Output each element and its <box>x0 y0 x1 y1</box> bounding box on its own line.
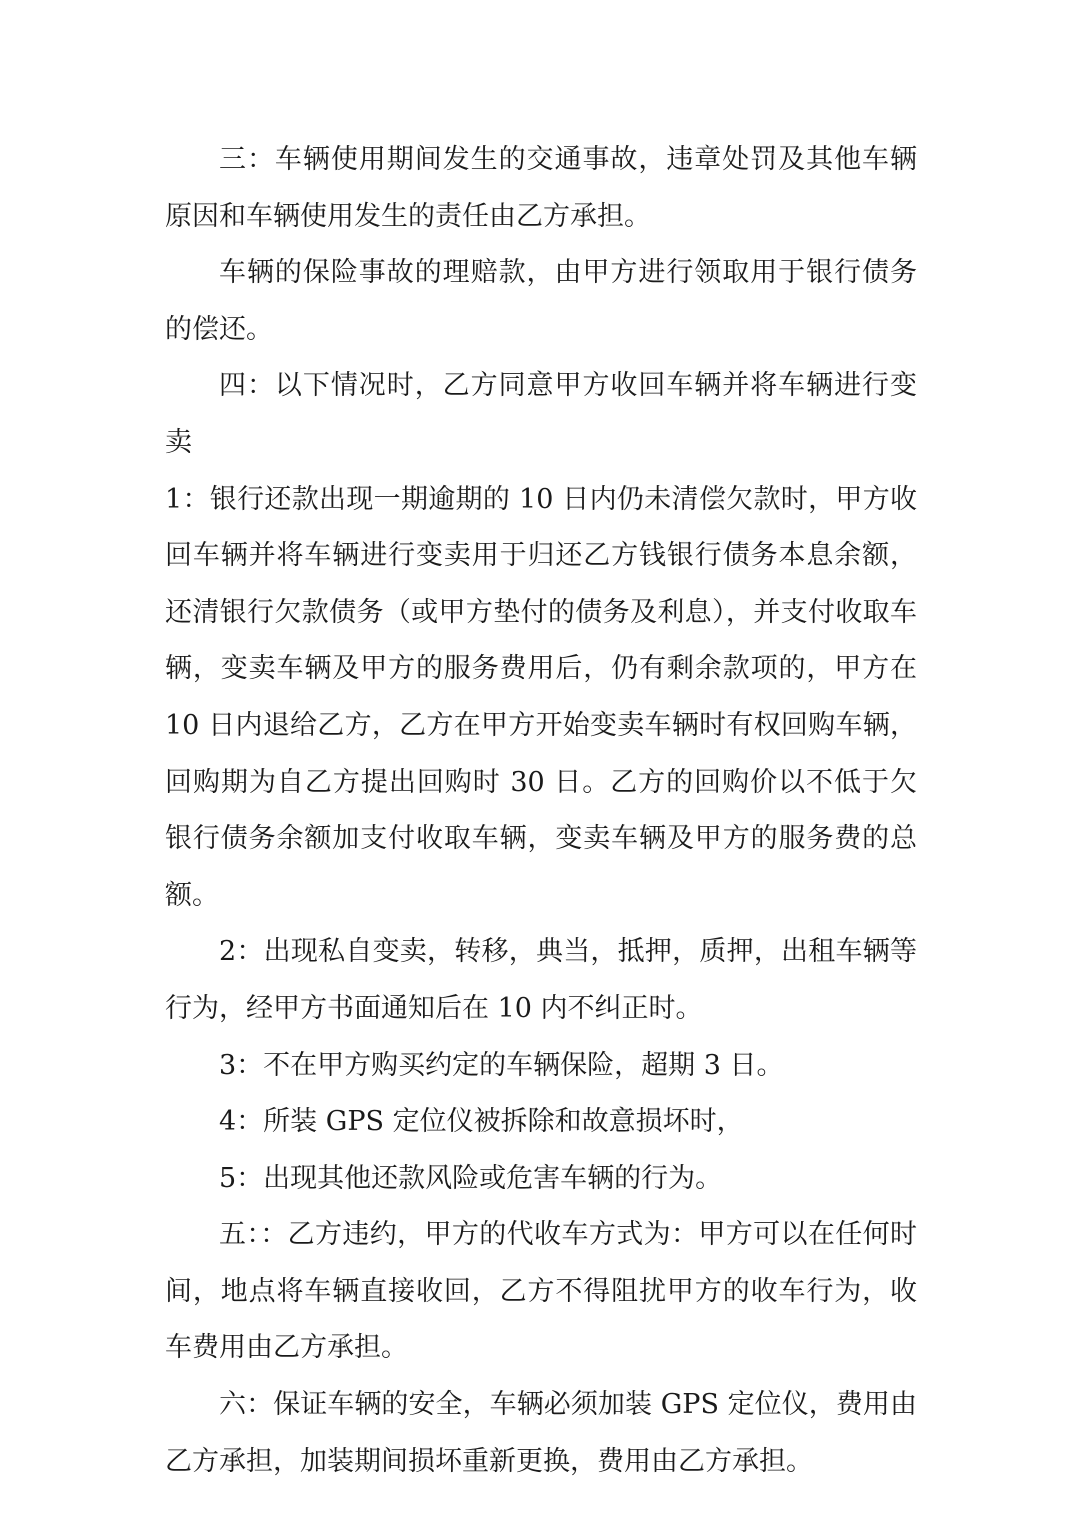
paragraph-clause-4: 四：以下情况时，乙方同意甲方收回车辆并将车辆进行变卖 <box>165 370 917 458</box>
paragraph-clause-6: 六：保证车辆的安全，车辆必须加装 GPS 定位仪，费用由乙方承担，加装期间损坏重新更换，费用由乙方承担。 <box>165 1389 917 1477</box>
paragraph-clause-3: 三：车辆使用期间发生的交通事故，违章处罚及其他车辆原因和车辆使用发生的责任由乙方承担。 <box>165 144 917 232</box>
paragraph-clause-5: 五：：乙方违约，甲方的代收车方式为：甲方可以在任何时间，地点将车辆直接收回，乙方不得阻扰甲方的收车行为，收车费用由乙方承担。 <box>165 1219 917 1364</box>
paragraph-insurance-claim: 车辆的保险事故的理赔款，由甲方进行领取用于银行债务的偿还。 <box>165 257 917 345</box>
document-body <box>165 132 917 1490</box>
paragraph-clause-4-item-3: 3：不在甲方购买约定的车辆保险，超期 3 日。 <box>219 1049 784 1081</box>
paragraph-clause-4-item-2: 2：出现私自变卖，转移，典当，抵押，质押，出租车辆等行为，经甲方书面通知后在 10 内不纠正时。 <box>165 936 917 1024</box>
paragraph-clause-4-item-4: 4：所装 GPS 定位仪被拆除和故意损坏时， <box>219 1106 744 1138</box>
paragraph-clause-4-item-5: 5：出现其他还款风险或危害车辆的行为。 <box>219 1162 723 1194</box>
paragraph-clause-4-item-1: 1：银行还款出现一期逾期的 10 日内仍未清偿欠款时，甲方收回车辆并将车辆进行变卖用于归还乙方钱银行债务本息余额，还清银行欠款债务（或甲方垫付的债务及利息），并支付收取车辆，变卖车辆及甲方的服务费用后，仍有剩余款项的，甲方在 10 日内退给乙方，乙方在甲方开始变卖车辆时有权回购车辆，回购期为自乙方提出回购时 30 日。乙方的回购价以不低于欠银行债务余额加支付收取车辆，变卖车辆及甲方的服务费的总额。 <box>165 483 917 911</box>
